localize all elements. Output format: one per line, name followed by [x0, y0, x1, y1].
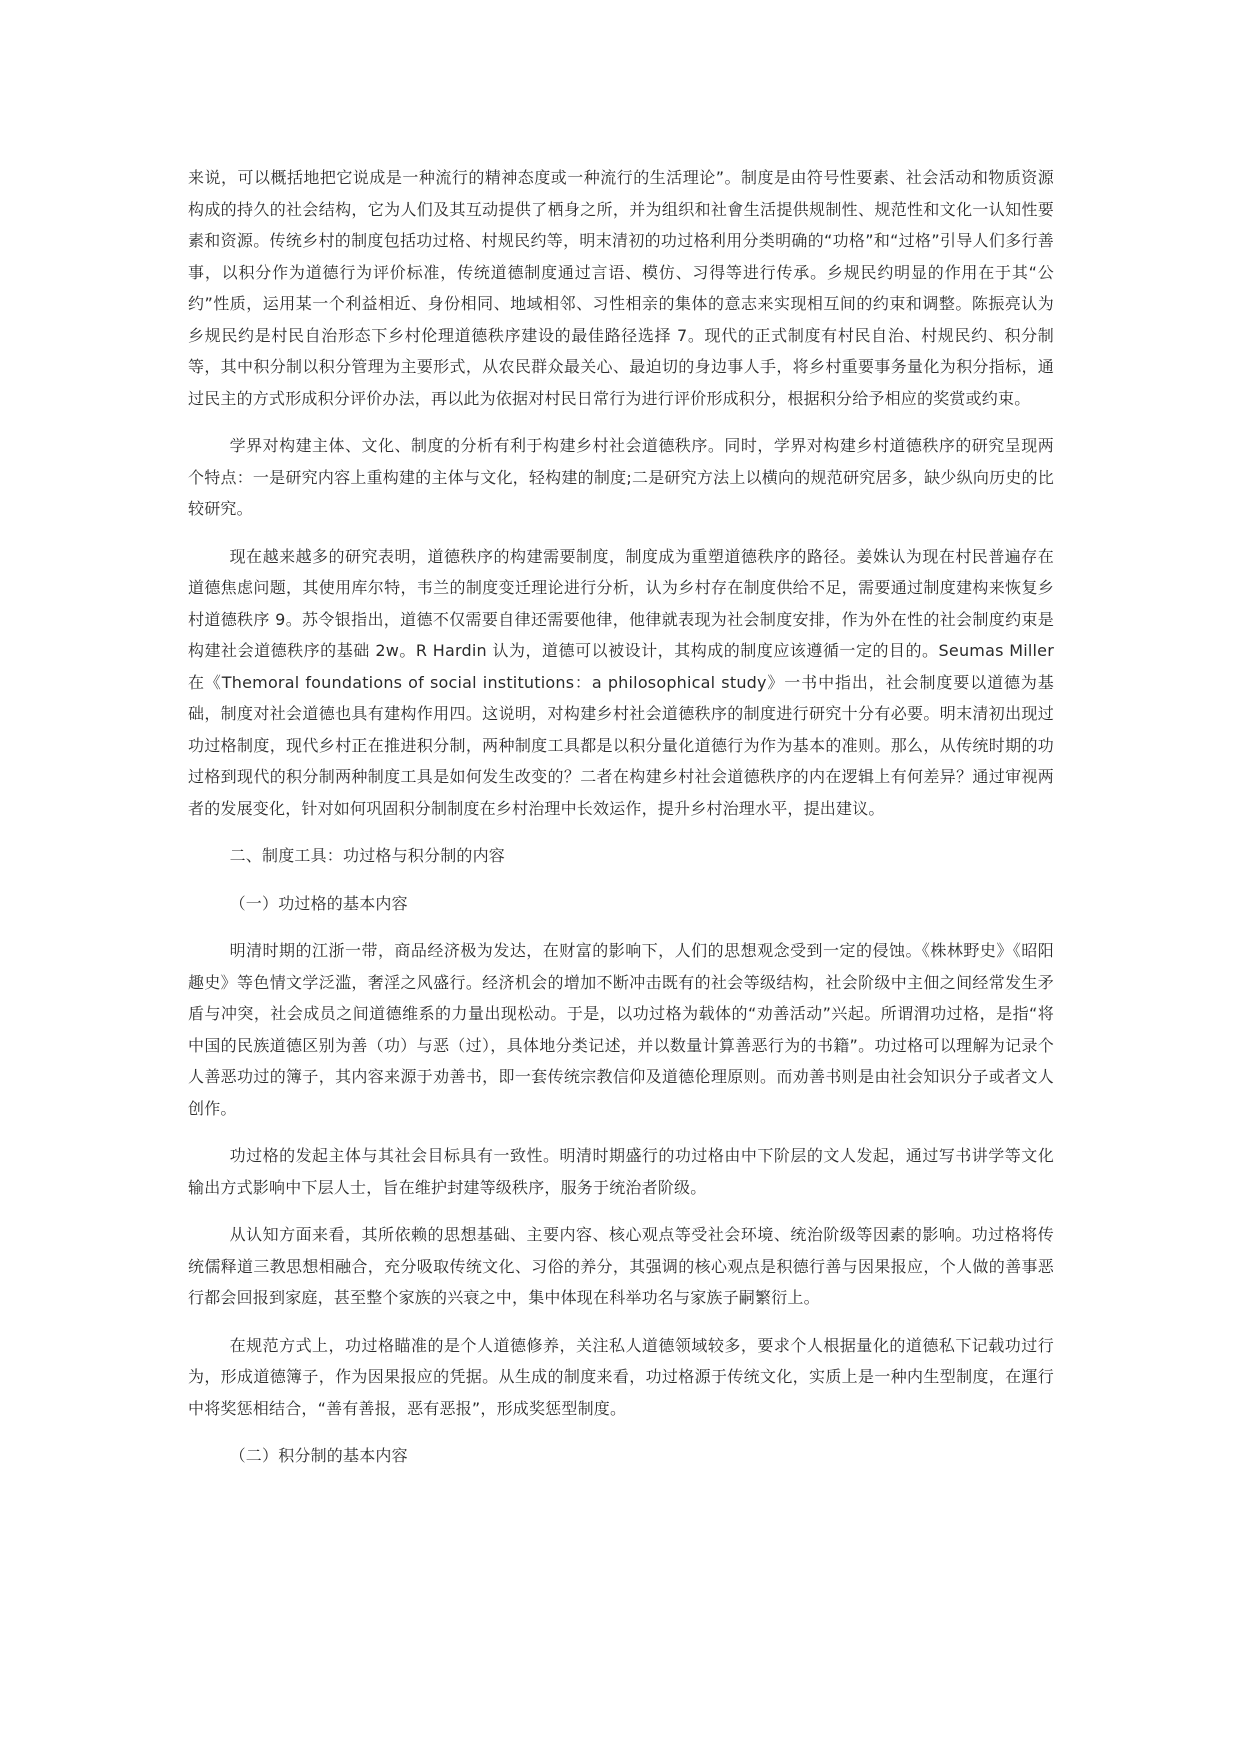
document-body — [188, 162, 1054, 1488]
section-heading-2: 二、制度工具：功过格与积分制的内容 — [229, 846, 505, 865]
paragraph-3: 现在越来越多的研究表明，道德秩序的构建需要制度，制度成为重塑道德秩序的路径。姜姝认为现在村民普遍存在道德焦虑问题，其使用库尔特，韦兰的制度变迁理论进行分析，认为乡村存在制度供给不足，需要通过制度建构来恢复乡村道德秩序 9。苏令银指出，道德不仅需要自律还需要他律，他律就表现为社会制度安排，作为外在性的社会制度约束是构建社会道德秩序的基础 2w。R Hardin 认为，道德可以被设计，其构成的制度应该遵循一定的目的。Seumas Miller 在《Themoral foundations of social institutions：a philosophical study》一书中指出，社会制度要以道德为基础，制度对社会道德也具有建构作用四。这说明，对构建乡村社会道德秩序的制度进行研究十分有必要。明末清初出现过功过格制度，现代乡村正在推进积分制，两种制度工具都是以积分量化道德行为作为基本的准则。那么，从传统时期的功过格到现代的积分制两种制度工具是如何发生改变的？二者在构建乡村社会道德秩序的内在逻辑上有何差异？通过审视两者的发展变化，针对如何巩固积分制制度在乡村治理中长效运作，提升乡村治理水平，提出建议。 — [188, 546, 1054, 818]
paragraph-6: 从认知方面来看，其所依赖的思想基础、主要内容、核心观点等受社会环境、统治阶级等因素的影响。功过格将传统儒释道三教思想相融合，充分吸取传统文化、习俗的养分，其强调的核心观点是积德行善与因果报应，个人做的善事恶行都会回报到家庭，甚至整个家族的兴衰之中，集中体现在科举功名与家族子嗣繁衍上。 — [188, 1225, 1054, 1307]
paragraph-4: 明清时期的江浙一带，商品经济极为发达，在财富的影响下，人们的思想观念受到一定的侵蚀。《株林野史》《昭阳趣史》等色情文学泛滥，奢淫之风盛行。经济机会的增加不断冲击既有的社会等级结构，社会阶级中主佃之间经常发生矛盾与冲突，社会成员之间道德维系的力量出现松动。于是，以功过格为载体的“劝善活动”兴起。所谓渭功过格，是指“将中国的民族道德区别为善（功）与恶（过），具体地分类记述，并以数量计算善恶行为的书籍”。功过格可以理解为记录个人善恶功过的簿子，其内容来源于劝善书，即一套传统宗教信仰及道德伦理原则。而劝善书则是由社会知识分子或者文人创作。 — [188, 941, 1054, 1118]
paragraph-7: 在规范方式上，功过格瞄准的是个人道德修养，关注私人道德领域较多，要求个人根据量化的道德私下记载功过行为，形成道德簿子，作为因果报应的凭据。从生成的制度来看，功过格源于传统文化，实质上是一种内生型制度，在運行中将奖惩相结合，“善有善报，恶有恶报”，形成奖惩型制度。 — [188, 1335, 1054, 1418]
paragraph-5: 功过格的发起主体与其社会目标具有一致性。明清时期盛行的功过格由中下阶层的文人发起，通过写书讲学等文化输出方式影响中下层人士，旨在维护封建等级秩序，服务于统治者阶级。 — [188, 1146, 1054, 1197]
paragraph-1: 来说，可以概括地把它说成是一种流行的精神态度或一种流行的生活理论”。制度是由符号性要素、社会活动和物质资源构成的持久的社会结构，它为人们及其互动提供了栖身之所，并为组织和社會生活提供规制性、规范性和文化一认知性要素和资源。传统乡村的制度包括功过格、村规民约等，明末清初的功过格利用分类明确的“功格”和“过格”引导人们多行善事，以积分作为道德行为评价标准，传统道德制度通过言语、模仿、习得等进行传承。乡规民约明显的作用在于其“公约”性质，运用某一个利益相近、身份相同、地域相邻、习性相亲的集体的意志来实现相互间的约束和调整。陈振亮认为乡规民约是村民自治形态下乡村伦理道德秩序建设的最佳路径选择 7。现代的正式制度有村民自治、村规民约、积分制等，其中积分制以积分管理为主要形式，从农民群众最关心、最迫切的身边事人手，将乡村重要事务量化为积分指标，通过民主的方式形成积分评价办法，再以此为依据对村民日常行为进行评价形成积分，根据积分给予相应的奖赏或约束。 — [188, 168, 1054, 408]
paragraph-2: 学界对构建主体、文化、制度的分析有利于构建乡村社会道德秩序。同时，学界对构建乡村道德秩序的研究呈现两个特点：一是研究内容上重构建的主体与文化，轻构建的制度;二是研究方法上以横向的规范研究居多，缺少纵向历史的比较研究。 — [188, 436, 1054, 518]
subsection-heading-2: （二）积分制的基本内容 — [229, 1446, 408, 1465]
subsection-heading-1: （一）功过格的基本内容 — [229, 893, 408, 913]
